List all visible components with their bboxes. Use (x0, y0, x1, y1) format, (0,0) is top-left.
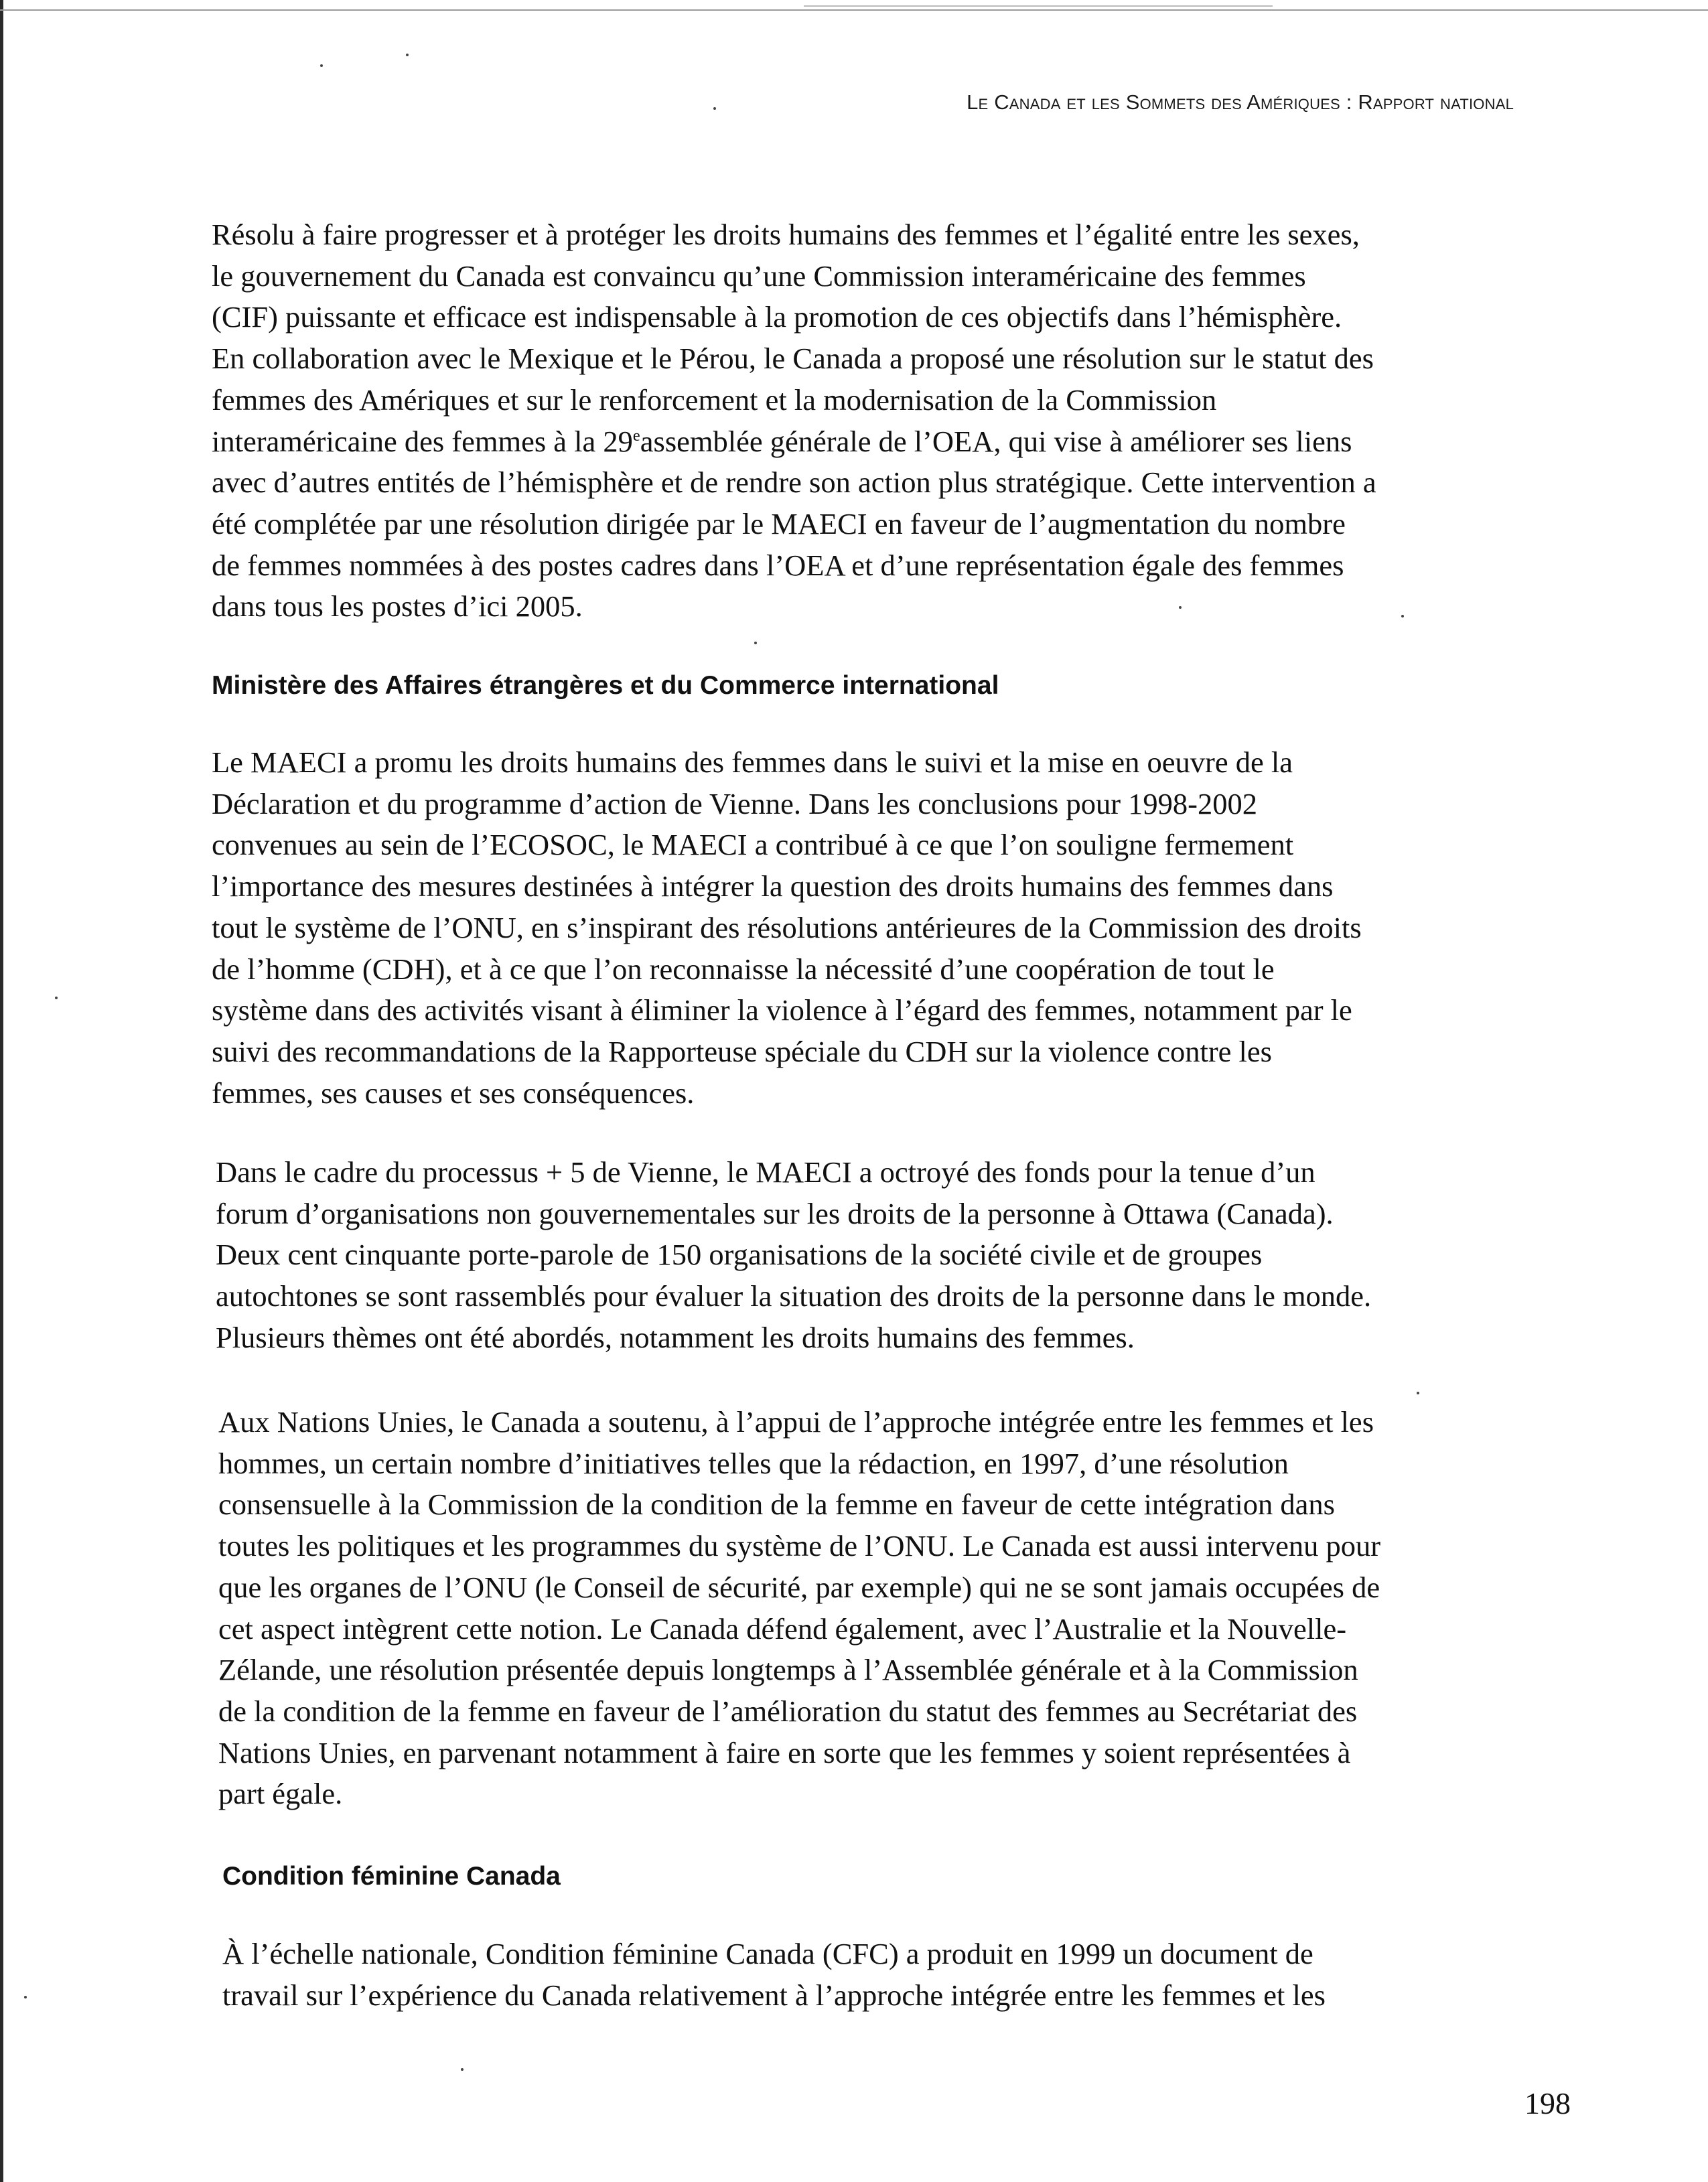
cfc-paragraph-1 (222, 1934, 1326, 2016)
text-line: consensuelle à la Commission de la condition de la femme en faveur de cette intégration dans (218, 1487, 1335, 1522)
section-heading-maeci: Ministère des Affaires étrangères et du Commerce international (212, 671, 999, 700)
text-line: dans tous les postes d’ici 2005. (212, 589, 583, 624)
scan-border (0, 0, 3, 2182)
text-line: que les organes de l’ONU (le Conseil de sécurité, par exemple) qui ne se sont jamais occupées de (218, 1570, 1380, 1604)
scan-speck (24, 1996, 27, 1998)
text-line: autochtones se sont rassemblés pour évaluer la situation des droits de la personne dans le monde. (216, 1279, 1372, 1313)
text-line: cet aspect intègrent cette notion. Le Canada défend également, avec l’Australie et la Nouvelle- (218, 1611, 1347, 1646)
text-line: femmes des Amériques et sur le renforcement et la modernisation de la Commission (212, 382, 1217, 417)
text-line: le gouvernement du Canada est convaincu qu’une Commission interaméricaine des femmes (212, 259, 1306, 293)
text-line: En collaboration avec le Mexique et le Pérou, le Canada a proposé une résolution sur le statut des (212, 342, 1374, 376)
text-line: travail sur l’expérience du Canada relativement à l’approche intégrée entre les femmes et les (222, 1978, 1326, 2012)
text-line: Le MAECI a promu les droits humains des femmes dans le suivi et la mise en oeuvre de la (212, 745, 1293, 779)
maeci-paragraph-2 (216, 1152, 1371, 1359)
scan-top-rule-secondary (804, 5, 1273, 7)
text-line: Dans le cadre du processus + 5 de Vienne, le MAECI a octroyé des fonds pour la tenue d’un (216, 1155, 1315, 1189)
text-line: tout le système de l’ONU, en s’inspirant des résolutions antérieures de la Commission des droits (212, 910, 1362, 944)
running-header: Le Canada et les Sommets des Amériques : Rapport national (967, 90, 1514, 114)
text-line: (CIF) puissante et efficace est indispensable à la promotion de ces objectifs dans l’hémisphère. (212, 300, 1342, 334)
text-line: Plusieurs thèmes ont été abordés, notamment les droits humains des femmes. (216, 1320, 1135, 1354)
text-line: de l’homme (CDH), et à ce que l’on reconnaisse la nécessité d’une coopération de tout le (212, 952, 1275, 986)
scan-speck (713, 107, 716, 110)
scan-speck (1417, 1392, 1419, 1394)
text-line: toutes les politiques et les programmes du système de l’ONU. Le Canada est aussi intervenu pour (218, 1529, 1381, 1563)
scan-speck (461, 2068, 464, 2071)
scan-speck (754, 642, 757, 644)
scan-top-rule (0, 9, 1708, 11)
text-line: été complétée par une résolution dirigée par le MAECI en faveur de l’augmentation du nombre (212, 506, 1346, 540)
text-line: de la condition de la femme en faveur de l’amélioration du statut des femmes au Secrétariat des (218, 1694, 1358, 1728)
ordinal-superscript: e (632, 426, 640, 445)
text-line: Aux Nations Unies, le Canada a soutenu, à l’appui de l’approche intégrée entre les femmes et les (218, 1405, 1374, 1439)
text-line: Déclaration et du programme d’action de Vienne. Dans les conclusions pour 1998-2002 (212, 786, 1257, 820)
scan-speck (320, 64, 323, 67)
text-line: convenues au sein de l’ECOSOC, le MAECI a contribué à ce que l’on souligne fermement (212, 828, 1294, 862)
text-line: Résolu à faire progresser et à protéger les droits humains des femmes et l’égalité entre les sexes, (212, 218, 1360, 251)
text-fragment: interaméricaine des femmes à la 29 (212, 424, 633, 458)
text-line: avec d’autres entités de l’hémisphère et de rendre son action plus stratégique. Cette intervention a (212, 465, 1376, 500)
text-line: suivi des recommandations de la Rapporteuse spéciale du CDH sur la violence contre les (212, 1034, 1272, 1068)
text-line: femmes, ses causes et ses conséquences. (212, 1076, 695, 1110)
maeci-paragraph-1 (212, 742, 1362, 1114)
text-line: part égale. (218, 1777, 343, 1811)
text-line: hommes, un certain nombre d’initiatives telles que la rédaction, en 1997, d’une résolution (218, 1446, 1289, 1480)
text-line: forum d’organisations non gouvernementales sur les droits de la personne à Ottawa (Canada). (216, 1196, 1334, 1230)
text-line: À l’échelle nationale, Condition féminine Canada (CFC) a produit en 1999 un document de (222, 1937, 1313, 1970)
text-line: Zélande, une résolution présentée depuis longtemps à l’Assemblée générale et à la Commission (218, 1653, 1358, 1687)
text-line: système dans des activités visant à éliminer la violence à l’égard des femmes, notamment par le (212, 993, 1352, 1027)
scan-speck (406, 54, 409, 56)
scan-speck (1401, 615, 1404, 617)
scan-speck (55, 997, 58, 999)
text-line: Deux cent cinquante porte-parole de 150 organisations de la société civile et de groupes (216, 1238, 1263, 1272)
text-line: l’importance des mesures destinées à intégrer la question des droits humains des femmes dans (212, 869, 1334, 903)
text-line: Nations Unies, en parvenant notamment à faire en sorte que les femmes y soient représentées à (218, 1735, 1351, 1769)
maeci-paragraph-3 (218, 1402, 1380, 1815)
intro-paragraph (212, 214, 1376, 628)
text-line: de femmes nommées à des postes cadres dans l’OEA et d’une représentation égale des femmes (212, 548, 1344, 582)
section-heading-cfc: Condition féminine Canada (222, 1862, 561, 1891)
page-number: 198 (1524, 2086, 1571, 2120)
text-line-with-superscript (212, 421, 1376, 463)
text-fragment: assemblée générale de l’OEA, qui vise à améliorer ses liens (640, 424, 1352, 458)
